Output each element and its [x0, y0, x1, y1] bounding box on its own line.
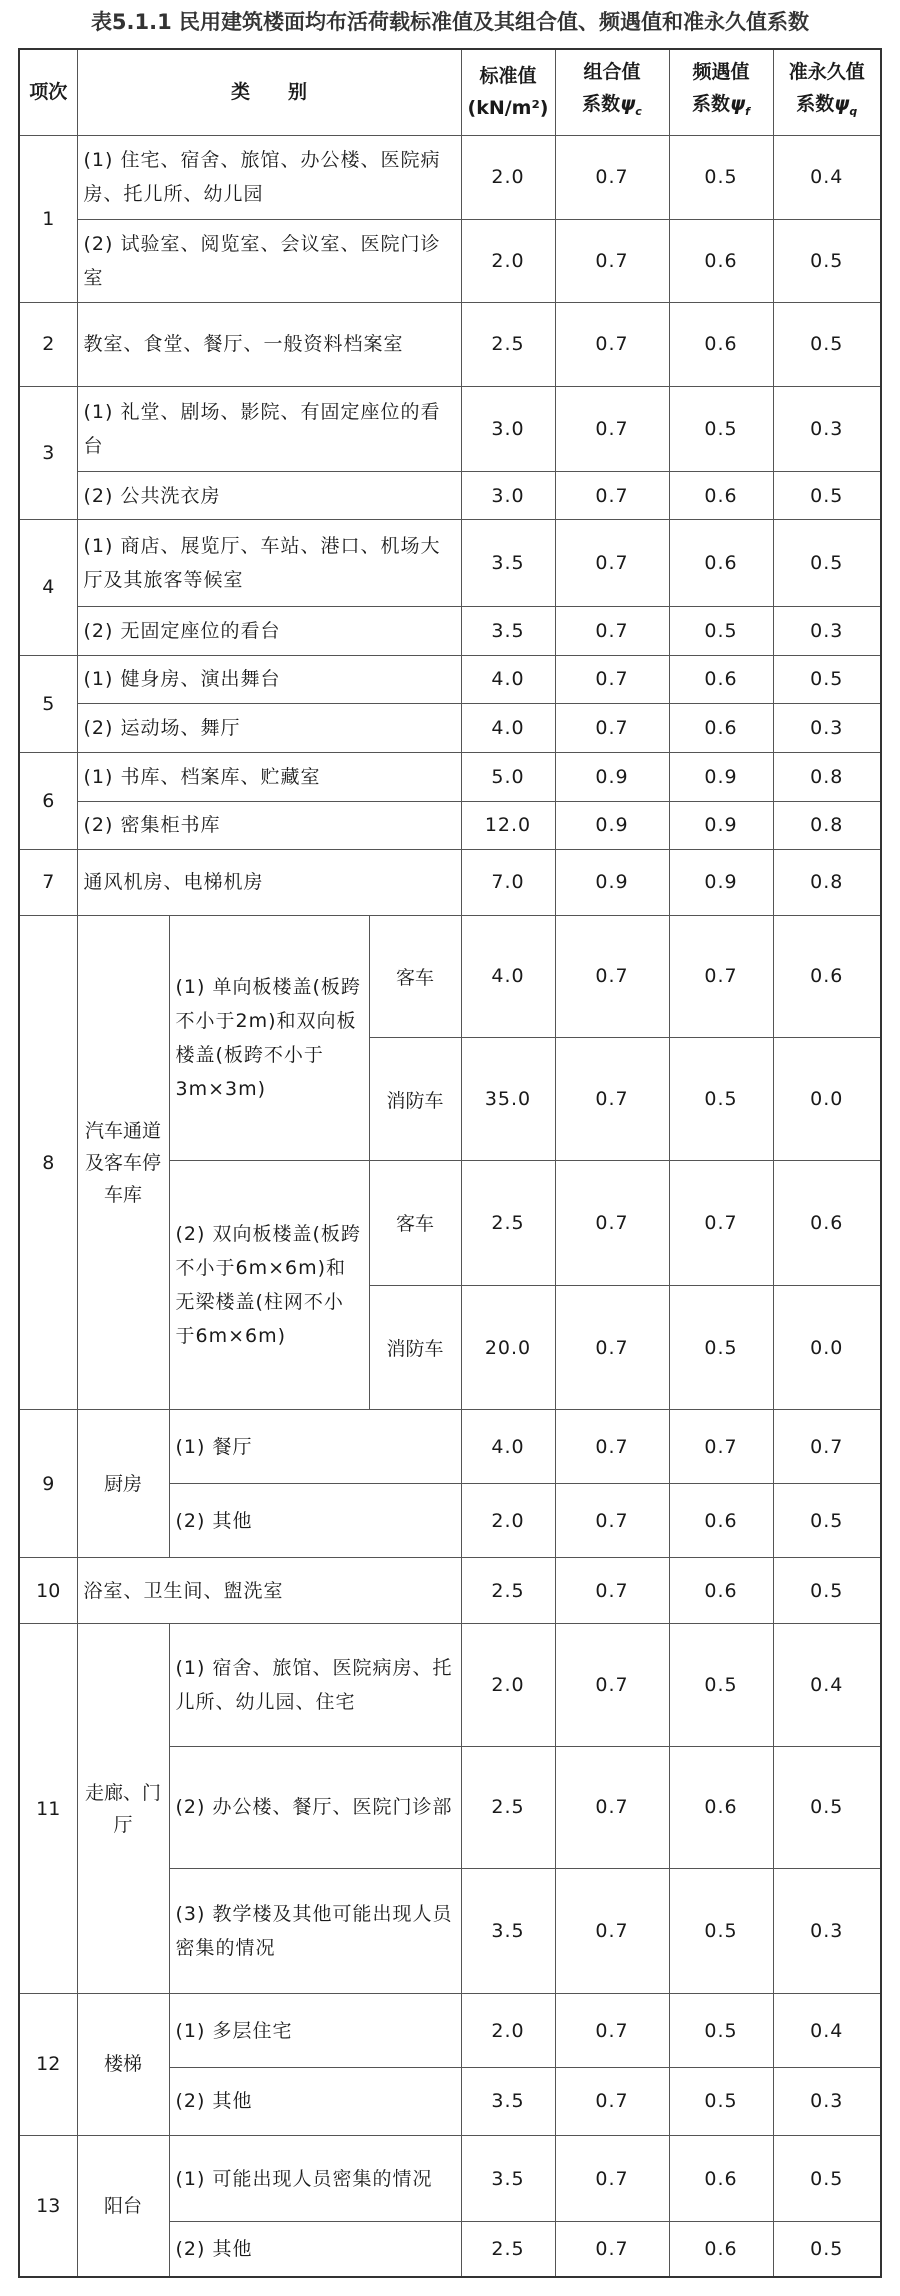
frequent-factor: 0.5 — [669, 387, 773, 472]
combination-factor: 0.7 — [555, 704, 669, 753]
quasi-permanent-factor: 0.0 — [773, 1285, 881, 1410]
standard-value: 4.0 — [461, 704, 555, 753]
frequent-factor: 0.6 — [669, 520, 773, 607]
quasi-permanent-factor: 0.0 — [773, 1038, 881, 1161]
item-number: 3 — [19, 387, 77, 520]
sub-category-cell: (1) 餐厅 — [169, 1410, 461, 1484]
frequent-factor: 0.6 — [669, 2135, 773, 2222]
quasi-permanent-factor: 0.5 — [773, 520, 881, 607]
item-number: 10 — [19, 1558, 77, 1624]
standard-value: 2.5 — [461, 1558, 555, 1624]
quasi-permanent-factor: 0.4 — [773, 1624, 881, 1747]
table-row — [19, 607, 881, 656]
standard-value: 12.0 — [461, 801, 555, 850]
sub-category-cell: (2) 办公楼、餐厅、医院门诊部 — [169, 1746, 461, 1869]
standard-value: 5.0 — [461, 752, 555, 801]
standard-value: 3.5 — [461, 2135, 555, 2222]
quasi-permanent-factor: 0.8 — [773, 850, 881, 916]
standard-value: 2.0 — [461, 1624, 555, 1747]
item-number: 5 — [19, 655, 77, 752]
combination-factor: 0.9 — [555, 850, 669, 916]
header-category: 类 别 — [77, 49, 461, 135]
quasi-permanent-factor: 0.5 — [773, 1484, 881, 1558]
item-number: 9 — [19, 1410, 77, 1558]
quasi-permanent-factor: 0.8 — [773, 801, 881, 850]
quasi-permanent-factor: 0.5 — [773, 471, 881, 520]
quasi-permanent-factor: 0.5 — [773, 220, 881, 302]
sub-category-cell: (1) 单向板楼盖(板跨不小于2m)和双向板楼盖(板跨不小于3m×3m) — [169, 915, 369, 1160]
item-number: 8 — [19, 915, 77, 1410]
group-cell: 汽车通道及客车停车库 — [77, 915, 169, 1410]
standard-value: 2.0 — [461, 1484, 555, 1558]
sub-category-cell: (1) 多层住宅 — [169, 1994, 461, 2068]
table-row — [19, 1410, 881, 1484]
frequent-factor: 0.9 — [669, 752, 773, 801]
sub-category-cell: (2) 其他 — [169, 2068, 461, 2136]
quasi-permanent-factor: 0.6 — [773, 1160, 881, 1285]
frequent-factor: 0.6 — [669, 655, 773, 704]
frequent-factor: 0.7 — [669, 1410, 773, 1484]
frequent-factor: 0.7 — [669, 1160, 773, 1285]
table-row — [19, 520, 881, 607]
category-cell: (2) 运动场、舞厅 — [77, 704, 461, 753]
combination-factor: 0.7 — [555, 387, 669, 472]
frequent-factor: 0.9 — [669, 850, 773, 916]
table-row — [19, 850, 881, 916]
standard-value: 3.5 — [461, 1869, 555, 1994]
item-number: 4 — [19, 520, 77, 655]
sub-category-cell: (2) 其他 — [169, 1484, 461, 1558]
frequent-factor: 0.5 — [669, 607, 773, 656]
standard-value: 2.0 — [461, 1994, 555, 2068]
combination-factor: 0.9 — [555, 801, 669, 850]
vehicle-type: 客车 — [369, 915, 461, 1038]
item-number: 7 — [19, 850, 77, 916]
combination-factor: 0.7 — [555, 1624, 669, 1747]
category-cell: (2) 密集柜书库 — [77, 801, 461, 850]
table-row — [19, 655, 881, 704]
table-row — [19, 387, 881, 472]
quasi-permanent-factor: 0.5 — [773, 2222, 881, 2277]
sub-category-cell: (2) 其他 — [169, 2222, 461, 2277]
standard-value: 3.5 — [461, 607, 555, 656]
table-row — [19, 2135, 881, 2222]
category-cell: (2) 试验室、阅览室、会议室、医院门诊室 — [77, 220, 461, 302]
frequent-factor: 0.6 — [669, 2222, 773, 2277]
combination-factor: 0.7 — [555, 1410, 669, 1484]
category-cell: (1) 礼堂、剧场、影院、有固定座位的看台 — [77, 387, 461, 472]
header-quasi-permanent-factor: 准永久值 系数$\psi_q$ — [773, 49, 881, 135]
frequent-factor: 0.6 — [669, 471, 773, 520]
sub-category-cell: (3) 教学楼及其他可能出现人员密集的情况 — [169, 1869, 461, 1994]
frequent-factor: 0.5 — [669, 2068, 773, 2136]
standard-value: 3.0 — [461, 471, 555, 520]
frequent-factor: 0.6 — [669, 704, 773, 753]
header-item: 项次 — [19, 49, 77, 135]
frequent-factor: 0.6 — [669, 1746, 773, 1869]
quasi-permanent-factor: 0.3 — [773, 2068, 881, 2136]
frequent-factor: 0.5 — [669, 1285, 773, 1410]
frequent-factor: 0.5 — [669, 1869, 773, 1994]
sub-category-cell: (1) 可能出现人员密集的情况 — [169, 2135, 461, 2222]
frequent-factor: 0.5 — [669, 135, 773, 220]
combination-factor: 0.7 — [555, 1160, 669, 1285]
combination-factor: 0.7 — [555, 1869, 669, 1994]
quasi-permanent-factor: 0.5 — [773, 302, 881, 387]
standard-value: 20.0 — [461, 1285, 555, 1410]
table-row — [19, 302, 881, 387]
combination-factor: 0.7 — [555, 1746, 669, 1869]
frequent-factor: 0.5 — [669, 1624, 773, 1747]
combination-factor: 0.7 — [555, 655, 669, 704]
standard-value: 2.5 — [461, 302, 555, 387]
combination-factor: 0.7 — [555, 135, 669, 220]
combination-factor: 0.7 — [555, 471, 669, 520]
combination-factor: 0.7 — [555, 1558, 669, 1624]
frequent-factor: 0.6 — [669, 302, 773, 387]
vehicle-type: 客车 — [369, 1160, 461, 1285]
vehicle-type: 消防车 — [369, 1038, 461, 1161]
live-load-table — [18, 48, 882, 2278]
table-row — [19, 1558, 881, 1624]
combination-factor: 0.7 — [555, 1994, 669, 2068]
group-cell: 走廊、门厅 — [77, 1624, 169, 1994]
item-number: 2 — [19, 302, 77, 387]
standard-value: 2.5 — [461, 1746, 555, 1869]
psi-q-symbol: $\psi_q$ — [834, 93, 858, 119]
frequent-factor: 0.6 — [669, 220, 773, 302]
quasi-permanent-factor: 0.5 — [773, 1558, 881, 1624]
combination-factor: 0.7 — [555, 220, 669, 302]
standard-value: 2.5 — [461, 1160, 555, 1285]
frequent-factor: 0.5 — [669, 1038, 773, 1161]
category-cell: 浴室、卫生间、盥洗室 — [77, 1558, 461, 1624]
category-cell: 教室、食堂、餐厅、一般资料档案室 — [77, 302, 461, 387]
header-frequent-factor: 频遇值 系数$\psi_f$ — [669, 49, 773, 135]
quasi-permanent-factor: 0.5 — [773, 1746, 881, 1869]
frequent-factor: 0.7 — [669, 915, 773, 1038]
standard-value: 4.0 — [461, 915, 555, 1038]
psi-c-symbol: $\psi_c$ — [620, 93, 642, 119]
frequent-factor: 0.5 — [669, 1994, 773, 2068]
table-row — [19, 801, 881, 850]
item-number: 1 — [19, 135, 77, 302]
group-cell: 阳台 — [77, 2135, 169, 2277]
quasi-permanent-factor: 0.8 — [773, 752, 881, 801]
standard-value: 3.5 — [461, 2068, 555, 2136]
table-row — [19, 915, 881, 1038]
frequent-factor: 0.6 — [669, 1558, 773, 1624]
header-row — [19, 49, 881, 135]
table-title: 表5.1.1 民用建筑楼面均布活荷载标准值及其组合值、频遇值和准永久值系数 — [90, 10, 810, 34]
table-row — [19, 752, 881, 801]
quasi-permanent-factor: 0.6 — [773, 915, 881, 1038]
quasi-permanent-factor: 0.3 — [773, 387, 881, 472]
table-row — [19, 135, 881, 220]
table-row — [19, 704, 881, 753]
item-number: 12 — [19, 1994, 77, 2136]
table-row — [19, 471, 881, 520]
combination-factor: 0.7 — [555, 2135, 669, 2222]
frequent-factor: 0.6 — [669, 1484, 773, 1558]
combination-factor: 0.7 — [555, 2068, 669, 2136]
quasi-permanent-factor: 0.5 — [773, 2135, 881, 2222]
header-combination-factor: 组合值 系数$\psi_c$ — [555, 49, 669, 135]
group-cell: 楼梯 — [77, 1994, 169, 2136]
quasi-permanent-factor: 0.3 — [773, 1869, 881, 1994]
frequent-factor: 0.9 — [669, 801, 773, 850]
category-cell: (1) 健身房、演出舞台 — [77, 655, 461, 704]
combination-factor: 0.7 — [555, 1038, 669, 1161]
table-row — [19, 1624, 881, 1747]
combination-factor: 0.7 — [555, 607, 669, 656]
sub-category-cell: (1) 宿舍、旅馆、医院病房、托儿所、幼儿园、住宅 — [169, 1624, 461, 1747]
standard-value: 2.0 — [461, 135, 555, 220]
group-cell: 厨房 — [77, 1410, 169, 1558]
standard-value: 3.5 — [461, 520, 555, 607]
standard-value: 4.0 — [461, 655, 555, 704]
quasi-permanent-factor: 0.3 — [773, 704, 881, 753]
category-cell: (1) 商店、展览厅、车站、港口、机场大厅及其旅客等候室 — [77, 520, 461, 607]
sub-category-cell: (2) 双向板楼盖(板跨不小于6m×6m)和无梁楼盖(柱网不小于6m×6m) — [169, 1160, 369, 1410]
psi-f-symbol: $\psi_f$ — [730, 93, 750, 119]
combination-factor: 0.7 — [555, 1285, 669, 1410]
category-cell: (1) 住宅、宿舍、旅馆、办公楼、医院病房、托儿所、幼儿园 — [77, 135, 461, 220]
vehicle-type: 消防车 — [369, 1285, 461, 1410]
combination-factor: 0.7 — [555, 520, 669, 607]
combination-factor: 0.7 — [555, 915, 669, 1038]
category-cell: 通风机房、电梯机房 — [77, 850, 461, 916]
standard-value: 2.5 — [461, 2222, 555, 2277]
item-number: 6 — [19, 752, 77, 849]
quasi-permanent-factor: 0.3 — [773, 607, 881, 656]
item-number: 11 — [19, 1624, 77, 1994]
category-cell: (2) 公共洗衣房 — [77, 471, 461, 520]
quasi-permanent-factor: 0.5 — [773, 655, 881, 704]
combination-factor: 0.9 — [555, 752, 669, 801]
standard-value: 35.0 — [461, 1038, 555, 1161]
quasi-permanent-factor: 0.4 — [773, 1994, 881, 2068]
standard-value: 4.0 — [461, 1410, 555, 1484]
combination-factor: 0.7 — [555, 1484, 669, 1558]
combination-factor: 0.7 — [555, 302, 669, 387]
standard-value: 2.0 — [461, 220, 555, 302]
header-standard-value: 标准值 (kN/m²) — [461, 49, 555, 135]
item-number: 13 — [19, 2135, 77, 2277]
category-cell: (1) 书库、档案库、贮藏室 — [77, 752, 461, 801]
combination-factor: 0.7 — [555, 2222, 669, 2277]
quasi-permanent-factor: 0.4 — [773, 135, 881, 220]
standard-value: 3.0 — [461, 387, 555, 472]
quasi-permanent-factor: 0.7 — [773, 1410, 881, 1484]
table-row — [19, 1994, 881, 2068]
category-cell: (2) 无固定座位的看台 — [77, 607, 461, 656]
table-row — [19, 220, 881, 302]
standard-value: 7.0 — [461, 850, 555, 916]
